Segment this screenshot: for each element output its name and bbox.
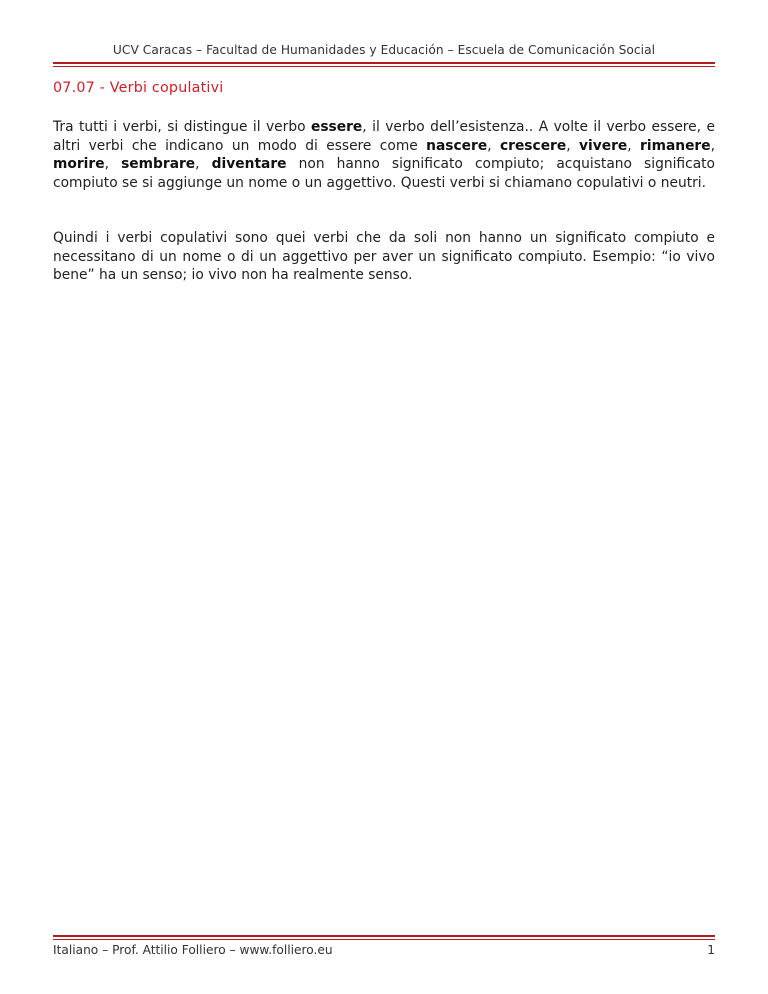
bold-term-sembrare: sembrare xyxy=(121,156,196,172)
separator: , xyxy=(487,137,500,154)
header-rule-bottom xyxy=(53,66,715,67)
bold-term-morire: morire xyxy=(53,156,105,172)
bold-term-nascere: nascere xyxy=(426,137,488,154)
page-number: 1 xyxy=(707,943,715,957)
paragraph-1-text: Tra tutti i verbi, si distingue il verbo xyxy=(53,119,311,135)
bold-term-crescere: crescere xyxy=(499,137,567,154)
bold-term-rimanere: rimanere xyxy=(640,137,711,154)
separator: , xyxy=(627,137,641,154)
section-title: 07.07 - Verbi copulativi xyxy=(53,80,224,96)
separator: , xyxy=(710,137,715,154)
page-footer xyxy=(53,943,715,957)
header-rule-top xyxy=(53,62,715,64)
bold-term-vivere: vivere xyxy=(579,137,628,154)
paragraph-1 xyxy=(53,118,715,192)
paragraph-2: Quindi i verbi copulativi sono quei verbi che da soli non hanno un significato compiuto e necessitano di un nome o di un aggettivo per aver un significato compiuto. Esempio: “io vivo bene” ha un senso; io vivo non ha realmente senso. xyxy=(53,230,715,283)
footer-author: Italiano – Prof. Attilio Folliero – www.folliero.eu xyxy=(53,943,333,957)
bold-term-diventare: diventare xyxy=(211,156,287,172)
separator: , xyxy=(195,156,212,172)
page-header: UCV Caracas – Facultad de Humanidades y Educación – Escuela de Comunicación Social xyxy=(112,43,656,57)
footer-rule-top xyxy=(53,935,715,937)
separator: , xyxy=(104,156,122,172)
separator: , xyxy=(566,137,579,154)
paragraph-1-text: , il verbo dell’esistenza.. A volte il verbo essere, e altri verbi che indicano un modo di essere come xyxy=(53,119,715,154)
footer-rule-bottom xyxy=(53,939,715,940)
paragraph-1-text: non hanno significato compiuto; acquistano significato compiuto se si aggiunge un nome o un aggettivo. Questi verbi si chiamano copulativi o neutri. xyxy=(53,156,715,191)
bold-term-essere: essere xyxy=(310,119,363,135)
